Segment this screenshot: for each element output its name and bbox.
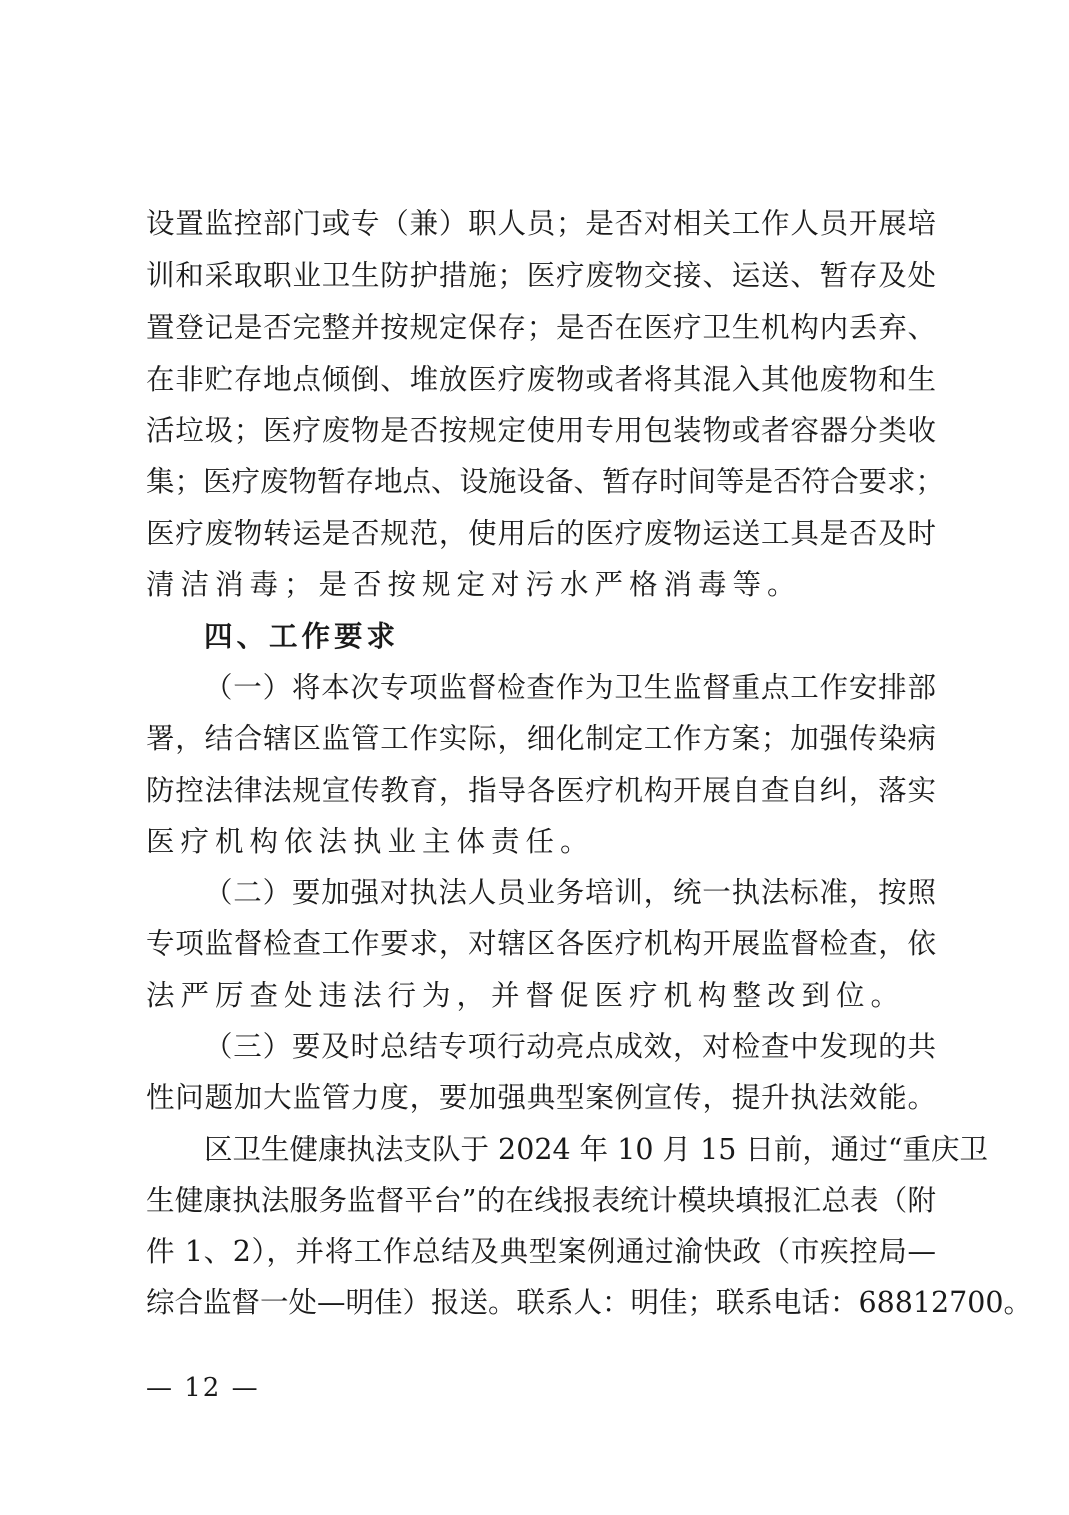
section-heading: 四、工作要求	[204, 620, 400, 653]
paragraph-line: 综合监督一处—明佳）报送。联系人：明佳；联系电话：68812700。	[146, 1286, 1033, 1319]
paragraph-line: 生健康执法服务监督平台”的在线报表统计模块填报汇总表（附	[146, 1184, 936, 1217]
paragraph-line: 置登记是否完整并按规定保存；是否在医疗卫生机构内丢弃、	[146, 311, 936, 344]
page-number: — 12 —	[146, 1373, 260, 1403]
paragraph-line: 法严厉查处违法行为，并督促医疗机构整改到位。	[146, 979, 906, 1012]
paragraph-line: 件 1、2），并将工作总结及典型案例通过渝快政（市疾控局—	[146, 1235, 936, 1268]
paragraph-line: 区卫生健康执法支队于 2024 年 10 月 15 日前，通过“重庆卫	[204, 1133, 988, 1166]
paragraph-line: 集；医疗废物暂存地点、设施设备、暂存时间等是否符合要求；	[146, 465, 945, 498]
paragraph-line: 性问题加大监管力度，要加强典型案例宣传，提升执法效能。	[146, 1081, 936, 1114]
paragraph-line: 署，结合辖区监管工作实际，细化制定工作方案；加强传染病	[146, 722, 936, 755]
paragraph-line: 设置监控部门或专（兼）职人员；是否对相关工作人员开展培	[146, 207, 936, 240]
paragraph-line: （三）要及时总结专项行动亮点成效，对检查中发现的共	[204, 1030, 936, 1063]
paragraph-line: 活垃圾；医疗废物是否按规定使用专用包装物或者容器分类收	[146, 414, 936, 447]
paragraph-line: 防控法律法规宣传教育，指导各医疗机构开展自查自纠，落实	[146, 774, 936, 807]
paragraph-line: 专项监督检查工作要求，对辖区各医疗机构开展监督检查，依	[146, 927, 936, 960]
paragraph-line: 训和采取职业卫生防护措施；医疗废物交接、运送、暂存及处	[146, 259, 936, 292]
paragraph-line: 医疗废物转运是否规范，使用后的医疗废物运送工具是否及时	[146, 517, 936, 550]
paragraph-line: 在非贮存地点倾倒、堆放医疗废物或者将其混入其他废物和生	[146, 363, 936, 396]
paragraph-line: （二）要加强对执法人员业务培训，统一执法标准，按照	[204, 876, 936, 909]
paragraph-line: （一）将本次专项监督检查作为卫生监督重点工作安排部	[204, 671, 936, 704]
paragraph-line: 医疗机构依法执业主体责任。	[146, 825, 595, 858]
paragraph-line: 清洁消毒；是否按规定对污水严格消毒等。	[146, 568, 802, 601]
